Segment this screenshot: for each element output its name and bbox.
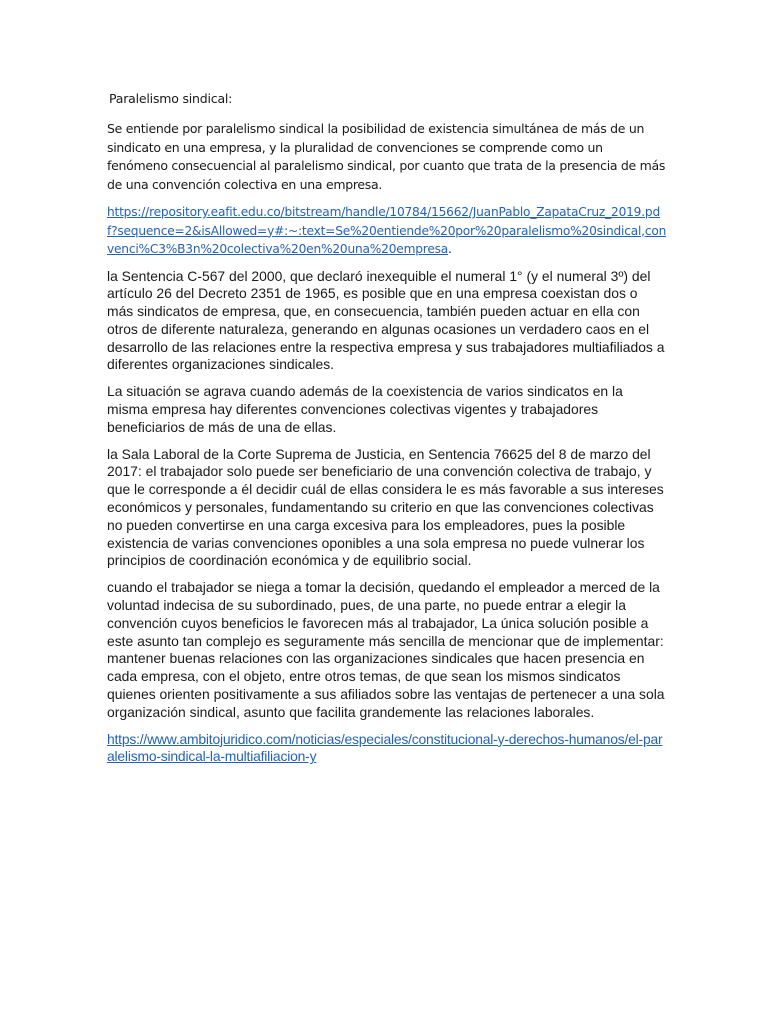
- section-heading: Paralelismo sindical:: [109, 91, 233, 106]
- link-period: .: [448, 242, 452, 256]
- sentencia-c567-paragraph: la Sentencia C-567 del 2000, que declaró inexequible el numeral 1° (y el numeral 3º) del artículo 26 del Decreto 2351 de 1965, es posible que en una empresa coexistan dos o más sindicatos de empresa, que, en consecuencia, también pueden actuar en ella con otros de diferente naturaleza, generando en algunas ocasiones un verdadero caos en el desarrollo de las relaciones entre la respectiva empresa y sus trabajadores multiafiliados a diferentes organizaciones sindicales.: [107, 267, 665, 373]
- situacion-agrava-paragraph: La situación se agrava cuando además de la coexistencia de varios sindicatos en la misma empresa hay diferentes convenciones colectivas vigentes y trabajadores beneficiarios de más de una de ellas.: [107, 383, 623, 435]
- trabajador-decision-paragraph: cuando el trabajador se niega a tomar la decisión, quedando el empleador a merced de la voluntad indecisa de su subordinado, pues, de una parte, no puede entrar a elegir la convención cuyos beneficios le favorecen más al trabajador, La única solución posible a este asunto tan complejo es seguramente más sencilla de mencionar que de implementar: mantener buenas relaciones con las organizaciones sindicales que hacen presencia en cada empresa, con el objeto, entre otros temas, de que sean los mismos sindicatos quienes orienten positivamente a sus afiliados sobre las ventajas de pertenecer a una sola organización sindical, asunto que facilita grandemente las relaciones laborales.: [107, 579, 665, 720]
- eafit-repository-link[interactable]: https://repository.eafit.edu.co/bitstream/handle/10784/15662/JuanPablo_ZapataCruz_2019.pdf?sequence=2&isAllowed=y#:~:text=Se%20entiende%20por%20paralelismo%20sindical,convenci%C3%B3n%20colectiva%20en%20una%20empresa: [107, 205, 667, 256]
- document-page: [107, 90, 667, 775]
- link-paragraph-2: [107, 731, 667, 767]
- sala-laboral-paragraph: la Sala Laboral de la Corte Suprema de Justicia, en Sentencia 76625 del 8 de marzo del 2017: el trabajador solo puede ser beneficiario de una convención colectiva de trabajo, y que le corresponde a él decidir cuál de ellas considera le es más favorable a sus intereses económicos y personales, fundamentando su criterio en que las convenciones colectivas no pueden convertirse en una carga excesiva para los empleadores, pues la posible existencia de varias convenciones oponibles a una sola empresa no puede vulnerar los principios de coordinación económica y de equilibrio social.: [107, 445, 664, 569]
- ambito-juridico-link[interactable]: https://www.ambitojuridico.com/noticias/especiales/constitucional-y-derechos-humanos/el-paralelismo-sindical-la-multiafiliacion-y: [107, 730, 663, 765]
- intro-paragraph: Se entiende por paralelismo sindical la posibilidad de existencia simultánea de más de un sindicato en una empresa, y la pluralidad de convenciones se comprende como un fenómeno consecuencial al paralelismo sindical, por cuanto que trata de la presencia de más de una convención colectiva en una empresa.: [107, 121, 666, 192]
- link-paragraph-1: [107, 203, 667, 259]
